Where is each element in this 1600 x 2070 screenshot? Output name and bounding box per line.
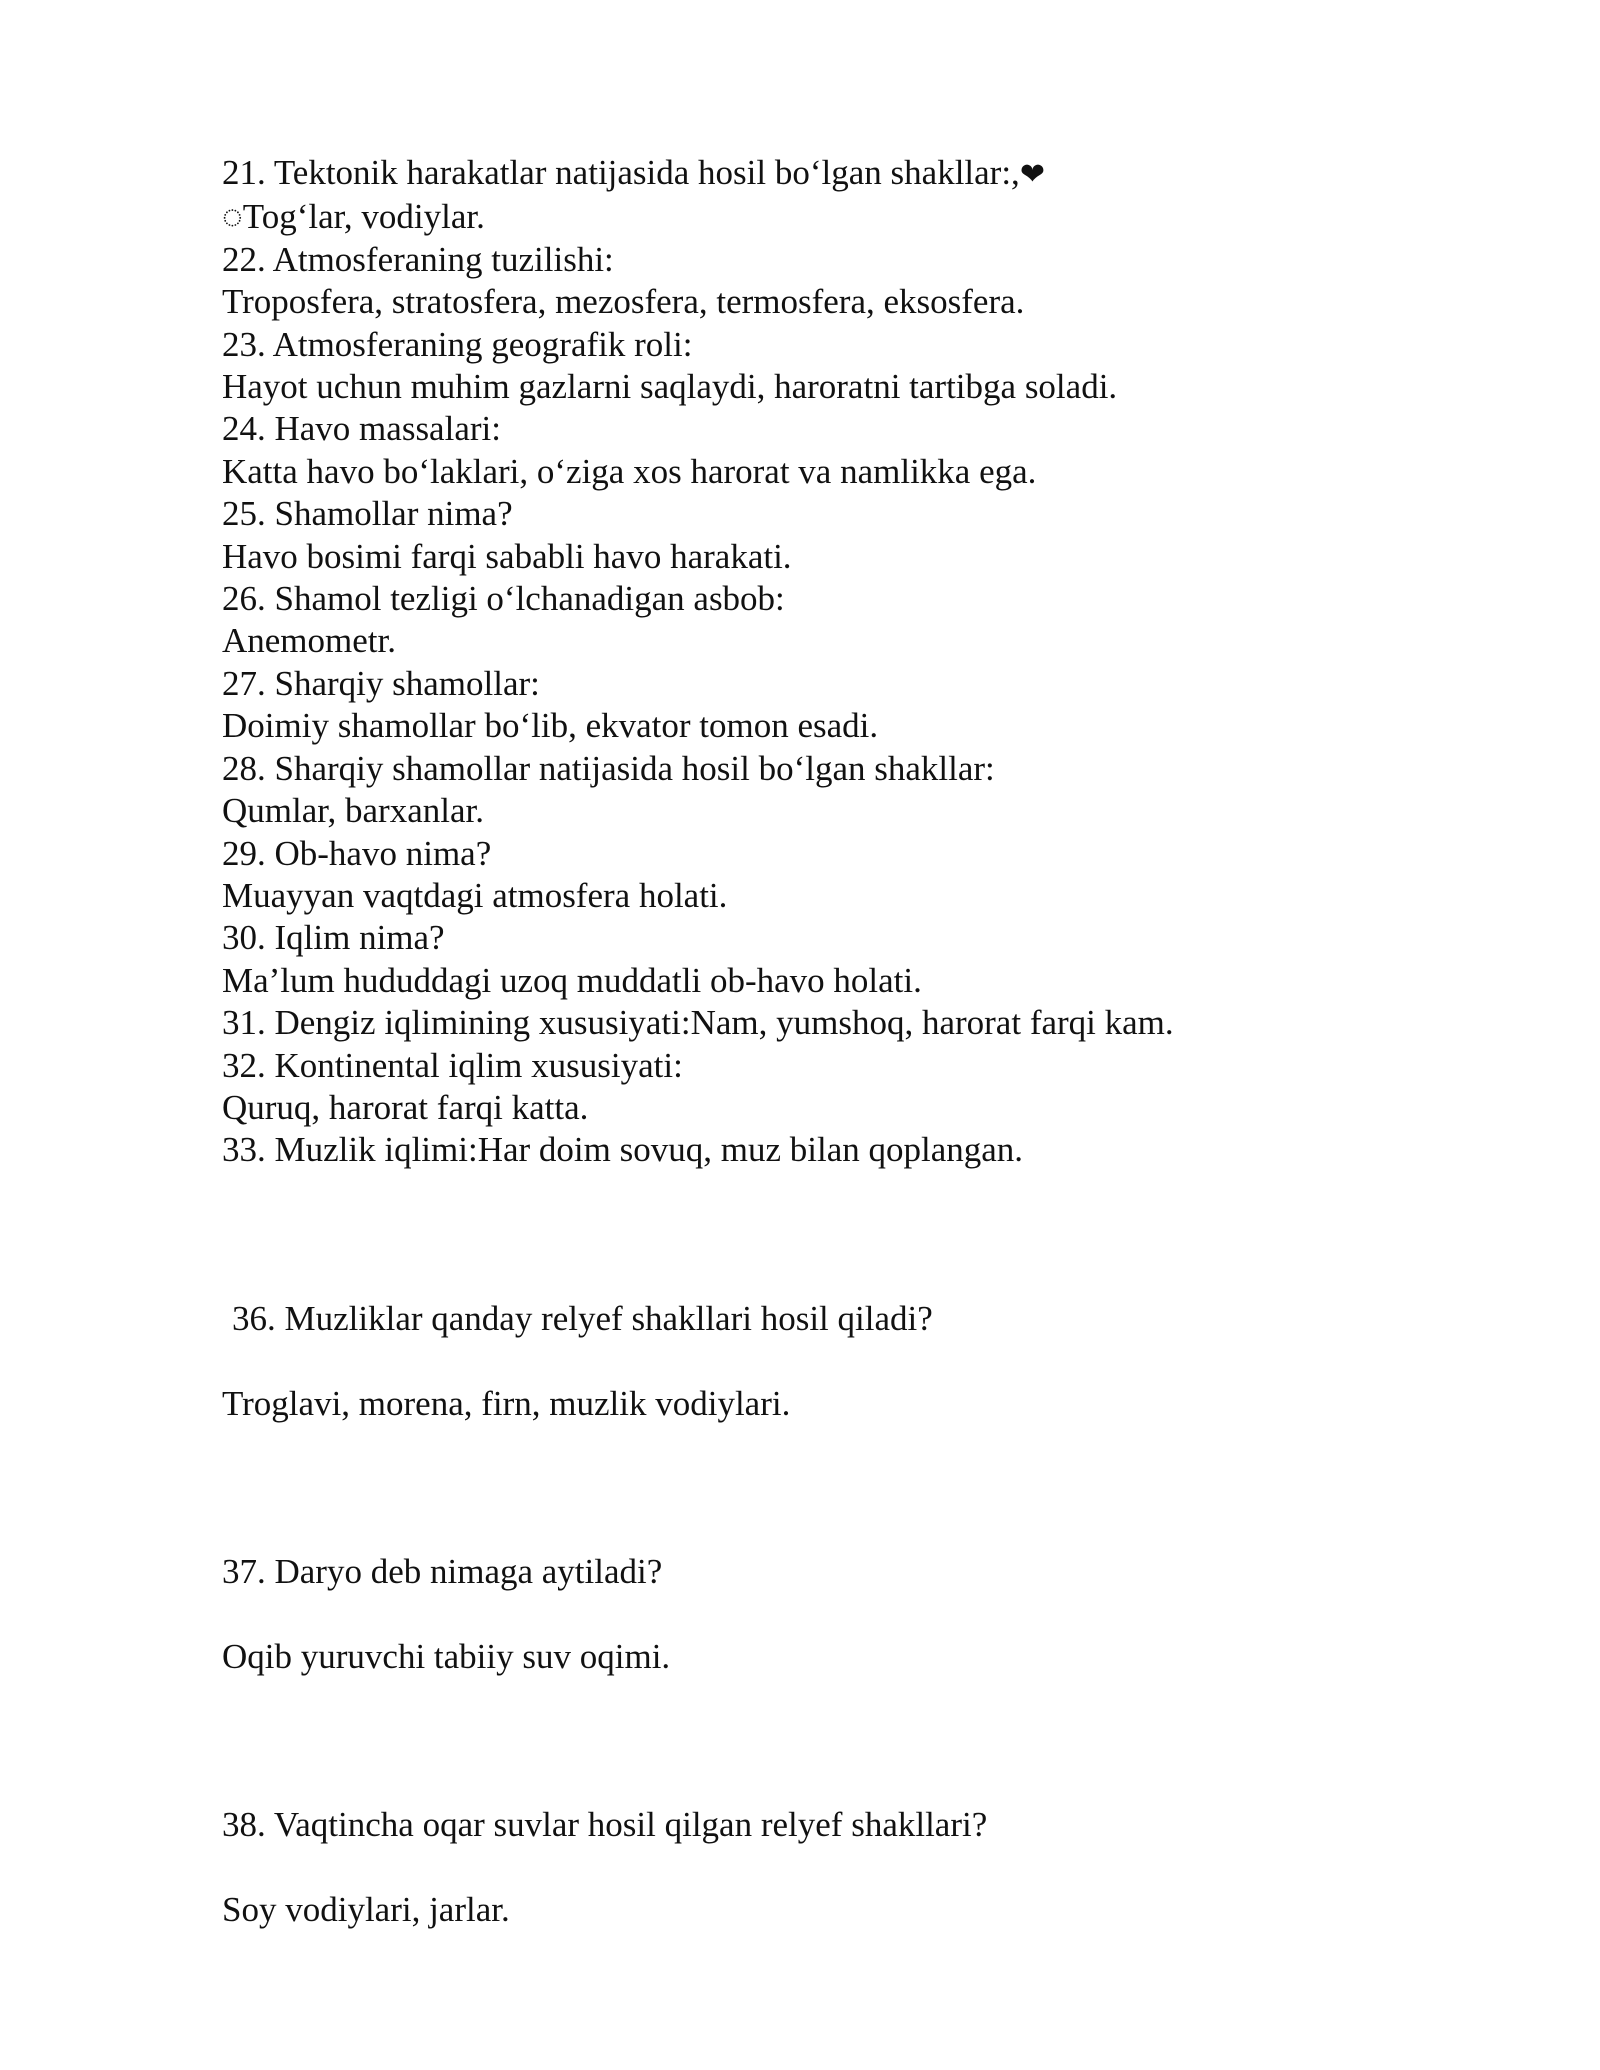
question-21-text: 21. Tektonik harakatlar natijasida hosil bo‘lgan shakllar:, bbox=[222, 153, 1020, 192]
question-29: 29. Ob-havo nima? bbox=[222, 833, 492, 873]
answer-27: Doimiy shamollar bo‘lib, ekvator tomon esadi. bbox=[222, 706, 879, 746]
text-block bbox=[222, 152, 1522, 1931]
answer-22: Troposfera, stratosfera, mezosfera, termosfera, eksosfera. bbox=[222, 282, 1025, 322]
answer-21: ◌Tog‘lar, vodiylar. bbox=[222, 197, 485, 237]
spacer bbox=[222, 1678, 1522, 1804]
question-26: 26. Shamol tezligi o‘lchanadigan asbob: bbox=[222, 579, 785, 619]
question-22: 22. Atmosferaning tuzilishi: bbox=[222, 239, 614, 279]
question-30: 30. Iqlim nima? bbox=[222, 918, 445, 958]
question-33: 33. Muzlik iqlimi:Har doim sovuq, muz bilan qoplangan. bbox=[222, 1130, 1024, 1170]
answer-23: Hayot uchun muhim gazlarni saqlaydi, haroratni tartibga soladi. bbox=[222, 367, 1118, 407]
question-36: 36. Muzliklar qanday relyef shakllari hosil qiladi? bbox=[232, 1298, 933, 1338]
answer-37: Oqib yuruvchi tabiiy suv oqimi. bbox=[222, 1636, 671, 1676]
question-37: 37. Daryo deb nimaga aytiladi? bbox=[222, 1551, 663, 1591]
answer-30: Ma’lum hududdagi uzoq muddatli ob-havo holati. bbox=[222, 960, 922, 1000]
question-28: 28. Sharqiy shamollar natijasida hosil bo‘lgan shakllar: bbox=[222, 748, 995, 788]
answer-32: Quruq, harorat farqi katta. bbox=[222, 1087, 589, 1127]
question-32: 32. Kontinental iqlim xususiyati: bbox=[222, 1045, 683, 1085]
question-21 bbox=[222, 152, 1522, 196]
spacer bbox=[222, 1172, 1522, 1298]
answer-29: Muayyan vaqtdagi atmosfera holati. bbox=[222, 875, 728, 915]
answer-24: Katta havo bo‘laklari, o‘ziga xos harorat va namlikka ega. bbox=[222, 451, 1037, 491]
answer-36: Troglavi, morena, firn, muzlik vodiylari. bbox=[222, 1383, 791, 1423]
answer-25: Havo bosimi farqi sababli havo harakati. bbox=[222, 536, 792, 576]
spacer bbox=[222, 1425, 1522, 1551]
question-27: 27. Sharqiy shamollar: bbox=[222, 663, 540, 703]
question-31: 31. Dengiz iqlimining xususiyati:Nam, yumshoq, harorat farqi kam. bbox=[222, 1003, 1174, 1043]
question-23: 23. Atmosferaning geografik roli: bbox=[222, 324, 693, 364]
answer-38: Soy vodiylari, jarlar. bbox=[222, 1889, 510, 1929]
question-24: 24. Havo massalari: bbox=[222, 409, 501, 449]
spacer bbox=[222, 1340, 1522, 1382]
question-38: 38. Vaqtincha oqar suvlar hosil qilgan relyef shakllari? bbox=[222, 1805, 988, 1845]
spacer bbox=[222, 1593, 1522, 1635]
heart-icon: ❤ bbox=[1019, 157, 1045, 192]
answer-26: Anemometr. bbox=[222, 621, 396, 661]
question-25: 25. Shamollar nima? bbox=[222, 494, 513, 534]
spacer bbox=[222, 1847, 1522, 1889]
answer-28: Qumlar, barxanlar. bbox=[222, 791, 484, 831]
